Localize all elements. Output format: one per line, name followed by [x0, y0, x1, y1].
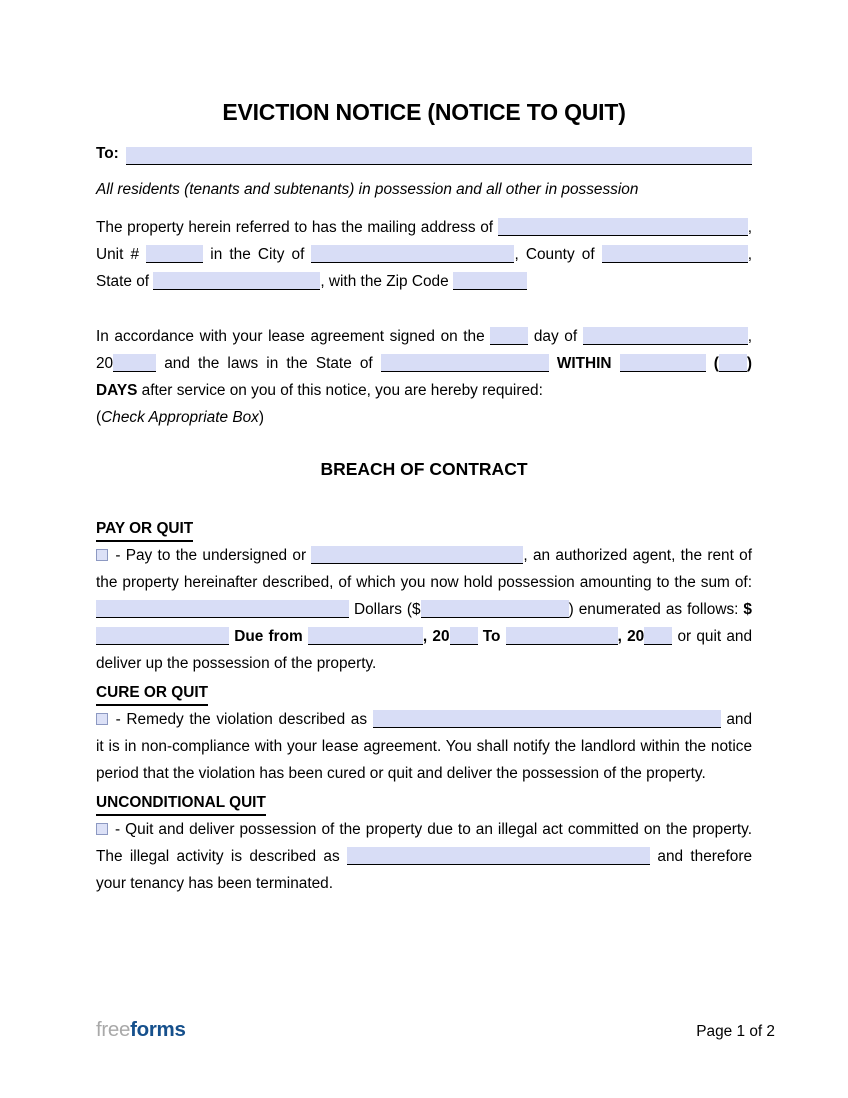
check-box-note [96, 404, 752, 431]
state-field[interactable] [153, 272, 320, 290]
day-of-label: day of [533, 328, 578, 345]
page-indicator: Page 1 of 2 [696, 1023, 775, 1040]
violation-description-field[interactable] [373, 710, 721, 728]
cure-or-quit-checkbox[interactable] [96, 713, 108, 725]
paren-open: ( [96, 409, 102, 426]
comma-text: , [747, 328, 752, 345]
lease-paragraph [96, 323, 752, 404]
to-row [96, 139, 752, 165]
dollars-label: Dollars ($ [354, 601, 421, 618]
comma-20-label: , 20 [422, 628, 450, 645]
agent-text: , an authorized agent, the rent of the property hereinafter described, of which you now hold possession amounting to the sum of: [96, 547, 753, 591]
recipients-note: All residents (tenants and subtenants) in possession and all other in possession [96, 181, 639, 198]
illegal-activity-field[interactable] [347, 847, 650, 865]
state-label: State of [96, 273, 150, 290]
pay-or-quit-checkbox[interactable] [96, 549, 108, 561]
notice-state-field[interactable] [381, 354, 549, 372]
unit-label: Unit # [96, 246, 140, 263]
unconditional-quit-paragraph [96, 816, 752, 897]
city-field[interactable] [311, 245, 514, 263]
cure-and-text: and it is in non-compliance with your lease agreement. You shall notify the landlord within the notice period that the violation has been cured or quit and deliver the possession of the property. [96, 711, 753, 782]
property-intro-text: The property herein referred to has the mailing address of [96, 219, 494, 236]
days-number-field[interactable] [719, 354, 747, 372]
due-from-label: Due from [234, 628, 303, 645]
county-field[interactable] [602, 245, 748, 263]
laws-text: and the laws in the State of [164, 355, 373, 372]
remedy-intro-text: - Remedy the violation described as [115, 711, 368, 728]
to-label: To: [96, 145, 119, 162]
pay-intro-text: - Pay to the undersigned or [115, 547, 307, 564]
breach-of-contract-heading: BREACH OF CONTRACT [320, 459, 528, 479]
unconditional-quit-heading [96, 789, 752, 816]
zip-label: , with the Zip Code [320, 273, 449, 290]
paren-open: ( [713, 355, 719, 372]
enumerated-label: ) enumerated as follows: [568, 601, 739, 618]
comma-text: , [747, 219, 752, 236]
amount-numeric-field[interactable] [421, 600, 569, 618]
days-label: DAYS [96, 382, 138, 399]
unit-number-field[interactable] [146, 245, 203, 263]
due-from-date-field[interactable] [308, 627, 423, 645]
lease-intro-text: In accordance with your lease agreement signed on the [96, 328, 485, 345]
dollar-sign: $ [743, 601, 752, 618]
zip-code-field[interactable] [453, 272, 527, 290]
page-footer [96, 1018, 775, 1042]
due-from-year-field[interactable] [450, 627, 478, 645]
authorized-agent-field[interactable] [311, 546, 523, 564]
county-label: , County of [514, 246, 595, 263]
due-to-date-field[interactable] [506, 627, 618, 645]
quit-intro-text: - Quit and deliver possession of the property due to an illegal act committed on the property. The illegal activity is described as [96, 821, 752, 865]
cure-or-quit-paragraph [96, 706, 752, 787]
mailing-address-field[interactable] [498, 218, 748, 236]
cure-or-quit-heading [96, 679, 752, 706]
to-date-label: To [482, 628, 501, 645]
paren-close: ) [258, 409, 264, 426]
day-field[interactable] [490, 327, 528, 345]
due-to-year-field[interactable] [644, 627, 672, 645]
brand-free-text: free [96, 1018, 131, 1041]
comma-20-label: , 20 [617, 628, 645, 645]
city-label: in the City of [210, 246, 305, 263]
days-written-field[interactable] [620, 354, 706, 372]
rent-amount-field[interactable] [96, 627, 229, 645]
year-prefix: 20 [96, 355, 114, 372]
comma-text: , [747, 246, 752, 263]
unconditional-quit-heading-text: UNCONDITIONAL QUIT [96, 792, 266, 816]
month-field[interactable] [583, 327, 748, 345]
paren-close: ) [746, 355, 752, 372]
cure-or-quit-heading-text: CURE OR QUIT [96, 682, 208, 706]
page-title: EVICTION NOTICE (NOTICE TO QUIT) [222, 99, 626, 125]
within-label: WITHIN [556, 355, 612, 372]
property-paragraph [96, 214, 752, 295]
pay-or-quit-heading [96, 515, 752, 542]
pay-or-quit-paragraph [96, 542, 752, 677]
amount-words-field[interactable] [96, 600, 349, 618]
pay-or-quit-heading-text: PAY OR QUIT [96, 518, 193, 542]
check-note-text: Check Appropriate Box [101, 409, 259, 426]
after-service-text: after service on you of this notice, you are hereby required: [141, 382, 543, 399]
lease-year-field[interactable] [113, 354, 156, 372]
unconditional-quit-checkbox[interactable] [96, 823, 108, 835]
or-quit-text: or quit and deliver up the possession of the property. [96, 628, 753, 672]
recipient-name-field[interactable] [126, 147, 752, 165]
freeforms-logo[interactable] [96, 1018, 186, 1042]
therefore-text: and therefore your tenancy has been terminated. [96, 848, 753, 892]
brand-forms-text: forms [130, 1018, 186, 1041]
